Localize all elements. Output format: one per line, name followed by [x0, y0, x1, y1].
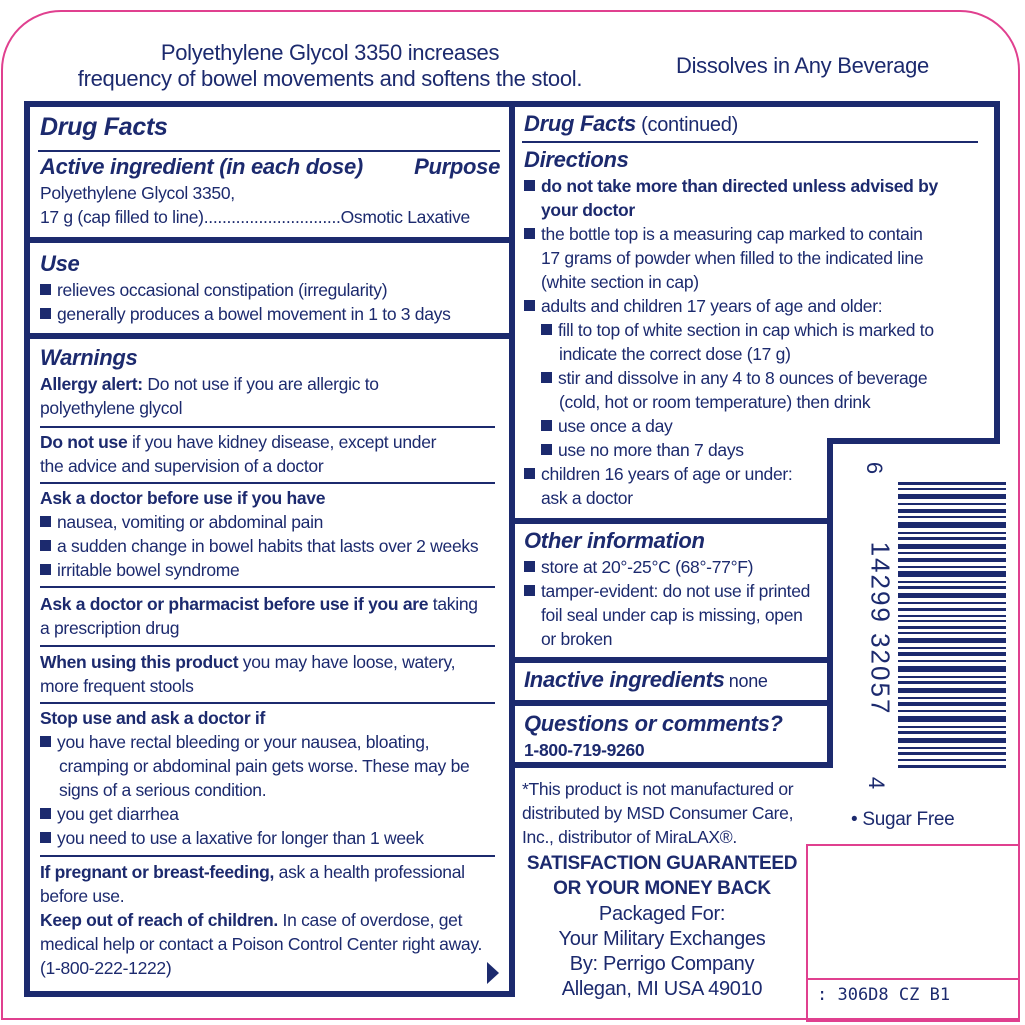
- warnings-section: [40, 344, 498, 420]
- packaged-line-1: Packaged For:: [598, 903, 726, 925]
- allergy-line-1: Allergy alert: Do not use if you are allergic to: [40, 374, 379, 394]
- stop-heading: Stop use and ask a doctor if: [40, 708, 265, 728]
- keep-line-2: medical help or contact a Poison Control Center right away.: [40, 934, 483, 954]
- pregnant-keepout-section: [40, 860, 482, 980]
- notice-line-1: *This product is not manufactured or: [522, 779, 794, 799]
- dir-subitem-cont: (cold, hot or room temperature) then drink: [559, 392, 871, 412]
- dir-subitem: use once a day: [524, 414, 938, 438]
- bullet-icon: [541, 324, 552, 335]
- inactive-ingredients-section: [524, 666, 768, 697]
- continue-arrow-icon: [487, 962, 499, 984]
- barcode-icon: [886, 482, 1006, 772]
- claim-line-1: Polyethylene Glycol 3350 increases: [160, 40, 500, 65]
- rule-under-continued: [522, 141, 978, 143]
- bullet-icon: [40, 540, 51, 551]
- packaged-line-2: Your Military Exchanges: [558, 928, 766, 950]
- dir-item-cont: ask a doctor: [541, 488, 633, 508]
- stop-item: you get diarrhea: [40, 802, 469, 826]
- other-item: store at 20°-25°C (68°-77°F): [524, 555, 810, 579]
- other-item-cont: or broken: [541, 629, 613, 649]
- other-heading: Other information: [524, 528, 705, 553]
- barcode-digit-top: 6: [862, 461, 888, 475]
- preg-line-1: If pregnant or breast-feeding, ask a health professional: [40, 862, 465, 882]
- right-drug-facts: [524, 109, 738, 142]
- questions-phone: 1-800-719-9260: [524, 740, 645, 760]
- right-frame-bottom: [509, 762, 833, 768]
- divider-other-inactive: [509, 657, 833, 663]
- dir-item: do not take more than directed unless advised by: [524, 174, 938, 198]
- dir-subitem: stir and dissolve in any 4 to 8 ounces of beverage: [524, 366, 938, 390]
- when-using-section: [40, 650, 455, 698]
- stop-use-section: [40, 706, 469, 850]
- questions-heading: Questions or comments?: [524, 711, 783, 736]
- inactive-value: none: [728, 671, 768, 691]
- active-heading: Active ingredient (in each dose): [40, 154, 363, 179]
- bullet-icon: [541, 372, 552, 383]
- notice-line-2: distributed by MSD Consumer Care,: [522, 803, 794, 823]
- bullet-icon: [40, 308, 51, 319]
- askdoc-item: a sudden change in bowel habits that lasts over 2 weeks: [40, 534, 478, 558]
- barcode-digits: 14299 32057: [865, 541, 896, 716]
- divider: [40, 702, 495, 704]
- other-information-section: [524, 527, 810, 651]
- dir-subitem-cont: indicate the correct dose (17 g): [559, 344, 791, 364]
- bullet-icon: [40, 284, 51, 295]
- satisfaction-line-1: SATISFACTION GUARANTEED: [526, 853, 798, 874]
- bullet-icon: [541, 444, 552, 455]
- bullet-icon: [40, 564, 51, 575]
- divider-use-warnings: [24, 333, 515, 339]
- dir-item-cont: (white section in cap): [541, 272, 699, 292]
- packaged-line-4: Allegan, MI USA 49010: [561, 978, 763, 1000]
- donot-line-2: the advice and supervision of a doctor: [40, 456, 324, 476]
- ask-pharmacist-section: [40, 592, 478, 640]
- bullet-icon: [40, 736, 51, 747]
- dir-item: the bottle top is a measuring cap marked to contain: [524, 222, 938, 246]
- left-drug-facts: [40, 110, 502, 227]
- stop-item: you need to use a laxative for longer than 1 week: [40, 826, 469, 850]
- bullet-icon: [524, 561, 535, 572]
- divider-inactive-questions: [509, 700, 833, 706]
- bullet-icon: [541, 420, 552, 431]
- divider-active-use: [24, 237, 515, 243]
- stop-item-cont: signs of a serious condition.: [59, 780, 267, 800]
- bullet-icon: [524, 468, 535, 479]
- divider-directions-other: [509, 518, 833, 524]
- bullet-icon: [40, 832, 51, 843]
- other-item-cont: foil seal under cap is missing, open: [541, 605, 803, 625]
- bullet-icon: [524, 180, 535, 191]
- dissolves-text: Dissolves in Any Beverage: [676, 53, 929, 78]
- askdoc-item: nausea, vomiting or abdominal pain: [40, 510, 478, 534]
- warnings-heading: Warnings: [40, 345, 138, 370]
- dir-item-cont: 17 grams of powder when filled to the indicated line: [541, 248, 924, 268]
- divider: [40, 645, 495, 647]
- askdoc-heading: Ask a doctor before use if you have: [40, 488, 326, 508]
- divider: [40, 482, 495, 484]
- preg-line-2: before use.: [40, 886, 125, 906]
- use-heading: Use: [40, 251, 80, 276]
- dir-subitem: fill to top of white section in cap which is marked to: [524, 318, 938, 342]
- blank-box: [806, 844, 1020, 980]
- keep-line-1: Keep out of reach of children. In case of overdose, get: [40, 910, 463, 930]
- use-item: relieves occasional constipation (irregularity): [40, 278, 451, 302]
- bullet-icon: [524, 300, 535, 311]
- do-not-use-section: [40, 430, 436, 478]
- donot-line-1: Do not use if you have kidney disease, except under: [40, 432, 437, 452]
- when-line-2: more frequent stools: [40, 676, 194, 696]
- inactive-heading: Inactive ingredients: [524, 667, 725, 692]
- askdoc-item: irritable bowel syndrome: [40, 558, 478, 582]
- directions-heading: Directions: [524, 147, 629, 172]
- stop-item-cont: cramping or abdominal pain gets worse. These may be: [59, 756, 470, 776]
- bullet-icon: [524, 585, 535, 596]
- bullet-icon: [524, 228, 535, 239]
- other-item: tamper-evident: do not use if printed: [524, 579, 810, 603]
- divider: [40, 855, 495, 857]
- bullet-icon: [40, 516, 51, 527]
- keep-line-3: (1-800-222-1222): [40, 958, 172, 978]
- drug-facts-title: Drug Facts: [40, 113, 168, 141]
- ask-doctor-section: [40, 486, 478, 582]
- satisfaction-line-2: OR YOUR MONEY BACK: [553, 878, 771, 899]
- dir-subitem: use no more than 7 days: [524, 438, 938, 462]
- rule-under-title: [38, 150, 500, 152]
- satisfaction-guarantee: [510, 851, 814, 901]
- sugar-free: • Sugar Free: [851, 809, 955, 830]
- use-item: generally produces a bowel movement in 1 to 3 days: [40, 302, 451, 326]
- dir-item: children 16 years of age or under:: [524, 462, 938, 486]
- questions-section: [524, 710, 783, 762]
- claim-line-2: frequency of bowel movements and softens the stool.: [77, 66, 583, 91]
- packaged-for: [510, 902, 814, 1002]
- when-line-1: When using this product you may have loose, watery,: [40, 652, 456, 672]
- claim-text: [40, 40, 620, 92]
- notice-line-3: Inc., distributor of MiraLAX®.: [522, 827, 737, 847]
- dir-item: adults and children 17 years of age and older:: [524, 294, 938, 318]
- notice-section: [522, 777, 793, 849]
- askpharm-line-2: a prescription drug: [40, 618, 180, 638]
- active-line-1: Polyethylene Glycol 3350,: [40, 183, 235, 203]
- allergy-line-2: polyethylene glycol: [40, 398, 183, 418]
- right-frame-top: [509, 101, 1000, 107]
- use-section: [40, 250, 451, 326]
- purpose-heading: Purpose: [414, 154, 500, 179]
- active-line-2: 17 g (cap filled to line)..............................Osmotic Laxative: [40, 207, 470, 227]
- divider: [40, 426, 495, 428]
- stop-item: you have rectal bleeding or your nausea, bloating,: [40, 730, 469, 754]
- divider: [40, 586, 495, 588]
- bullet-icon: [40, 808, 51, 819]
- barcode-digit-bottom: 4: [864, 776, 890, 790]
- packaged-line-3: By: Perrigo Company: [569, 953, 755, 975]
- askpharm-line-1: Ask a doctor or pharmacist before use if you are taking: [40, 594, 478, 614]
- right-frame-right: [994, 101, 1000, 444]
- dir-item-cont: your doctor: [541, 200, 635, 220]
- lot-code: : 306D8 CZ B1: [817, 985, 951, 1005]
- drug-facts-continued: Drug Facts (continued): [524, 111, 738, 136]
- directions-section: [524, 145, 938, 510]
